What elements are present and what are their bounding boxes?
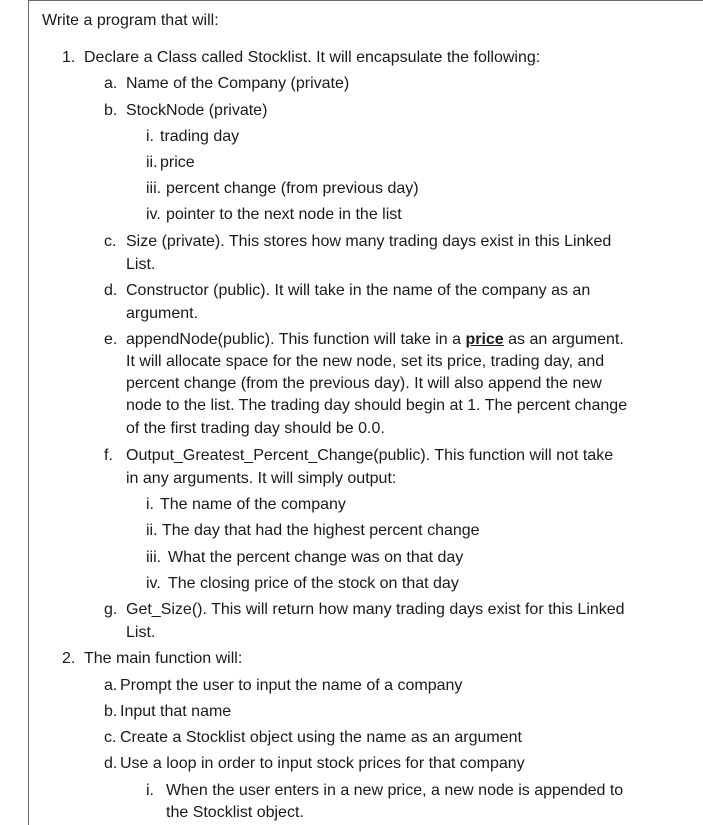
sub-item-text: StockNode (private) — [126, 102, 268, 119]
sub-item-text: of the first trading day should be 0.0. — [126, 420, 385, 437]
sub-item-text: Prompt the user to input the name of a company — [120, 677, 463, 694]
roman-item-text: price — [160, 154, 195, 171]
sub-item-text: Name of the Company (private) — [126, 75, 350, 92]
roman-label: i. — [146, 782, 154, 799]
list-number: 1. — [62, 49, 76, 66]
roman-item-text: The name of the company — [160, 496, 346, 513]
sub-label: e. — [104, 331, 118, 348]
sub-item-text: node to the list. The trading day should begin at 1. The percent change — [126, 397, 628, 414]
roman-item-text: The closing price of the stock on that day — [168, 575, 459, 592]
sub-item-text: Constructor (public). It will take in the name of the company as an — [126, 282, 591, 299]
sub-item-text: It will allocate space for the new node, set its price, trading day, and — [126, 353, 605, 370]
sub-item-text: Output_Greatest_Percent_Change(public). This function will not take — [126, 447, 614, 464]
sub-label: c. — [104, 729, 117, 746]
sub-item-text: Use a loop in order to input stock prices for that company — [120, 755, 525, 772]
roman-item-text: What the percent change was on that day — [168, 549, 464, 566]
sub-label: d. — [104, 282, 118, 299]
sub-label: c. — [104, 233, 117, 250]
roman-label: iv. — [146, 206, 161, 223]
roman-label: ii. — [146, 522, 158, 539]
text-run: appendNode(public). This function will take in a — [126, 331, 466, 348]
roman-label: iv. — [146, 575, 161, 592]
list-item-text: Declare a Class called Stocklist. It will encapsulate the following: — [84, 49, 541, 66]
page-heading: Write a program that will: — [42, 12, 219, 29]
sub-item-text: Input that name — [120, 703, 232, 720]
sub-item-text: in any arguments. It will simply output: — [126, 470, 397, 487]
sub-label: a. — [104, 75, 118, 92]
list-number: 2. — [62, 650, 76, 667]
sub-item-text: List. — [126, 624, 156, 641]
emphasized-word: price — [465, 331, 504, 348]
sub-label: b. — [104, 102, 118, 119]
sub-label: d. — [104, 755, 118, 772]
roman-label: i. — [146, 128, 154, 145]
roman-item-text: When the user enters in a new price, a new node is appended to — [166, 782, 624, 799]
sub-item-text — [126, 329, 624, 351]
sub-item-text: List. — [126, 256, 156, 273]
roman-label: i. — [146, 496, 154, 513]
roman-item-text: trading day — [160, 128, 240, 145]
sub-label: a. — [104, 677, 118, 694]
sub-item-text: Create a Stocklist object using the name as an argument — [120, 729, 522, 746]
roman-item-text: percent change (from previous day) — [166, 180, 419, 197]
sub-label: b. — [104, 703, 118, 720]
sub-label: f. — [104, 447, 113, 464]
sub-item-text: argument. — [126, 305, 199, 322]
roman-label: ii. — [146, 154, 158, 171]
text-run: as an argument. — [503, 331, 624, 348]
sub-item-text: percent change (from the previous day). It will also append the new — [126, 375, 602, 392]
sub-label: g. — [104, 601, 118, 618]
roman-item-text: The day that had the highest percent change — [162, 522, 480, 539]
sub-item-text: Get_Size(). This will return how many trading days exist for this Linked — [126, 601, 625, 618]
sub-item-text: Size (private). This stores how many trading days exist in this Linked — [126, 233, 612, 250]
roman-item-text: pointer to the next node in the list — [166, 206, 402, 223]
list-item-text: The main function will: — [84, 650, 243, 667]
roman-label: iii. — [146, 549, 162, 566]
roman-label: iii. — [146, 180, 162, 197]
roman-item-text: the Stocklist object. — [166, 804, 304, 821]
